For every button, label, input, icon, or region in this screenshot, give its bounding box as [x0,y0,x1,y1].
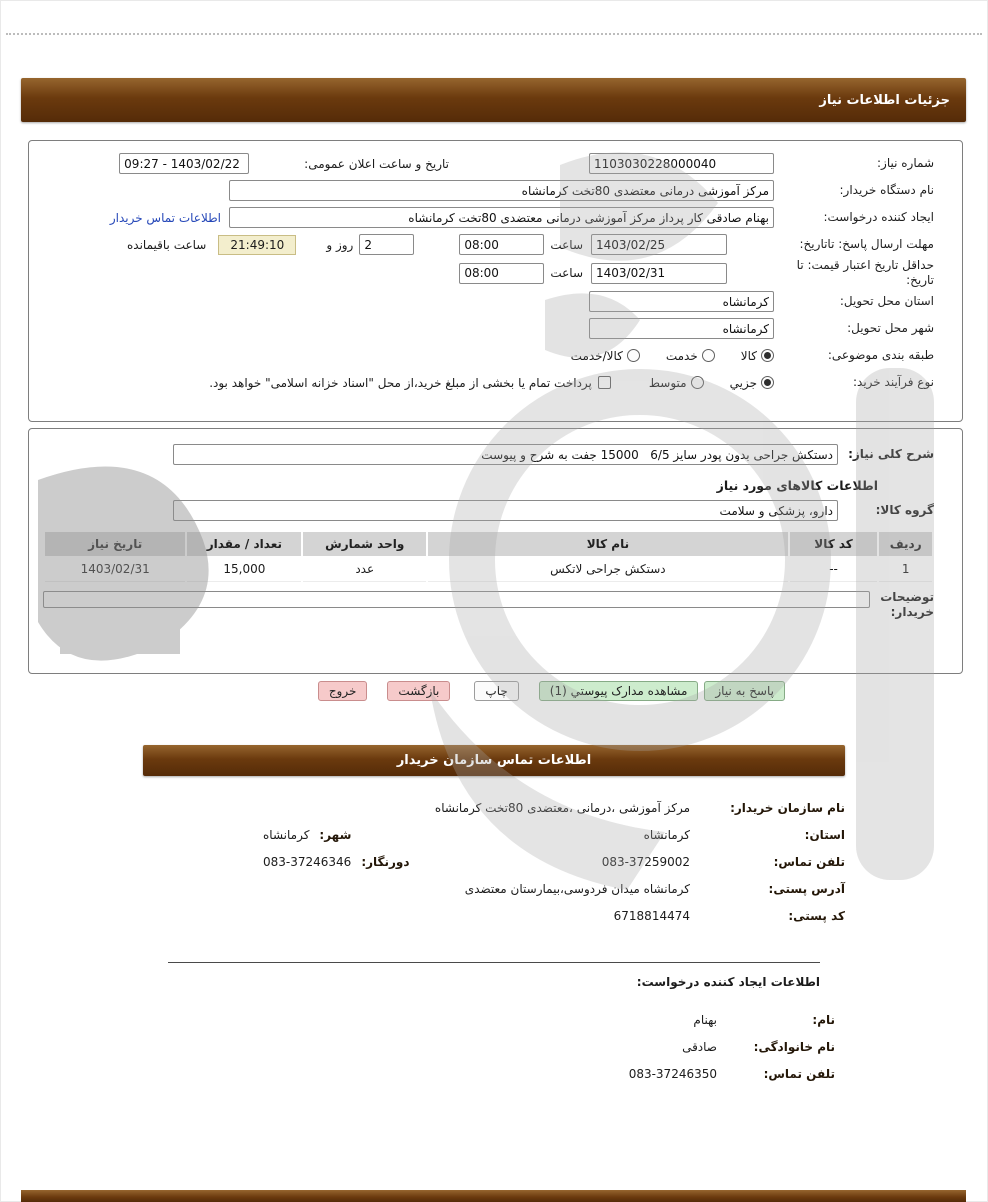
creator-firstname-value: بهنام [693,1012,717,1027]
radio-goods-service[interactable] [627,349,640,362]
goods-table [43,532,934,582]
announce-input[interactable] [119,153,249,174]
goods-section-title: اطلاعات کالاهای مورد نیاز [716,478,878,493]
need-details-panel [28,140,963,422]
contact-section [143,799,845,934]
delivery-province-row [41,288,934,315]
treasury-checkbox[interactable] [598,376,611,389]
table-row [45,556,932,582]
days-label: روز و [326,237,354,252]
radio-service-label: خدمت [665,348,698,363]
creator-firstname-row [145,1011,835,1028]
footer-bar [21,1190,966,1202]
goods-group-row [43,497,934,524]
creator-firstname-label: نام: [812,1012,835,1027]
delivery-city-label: شهر محل تحویل: [847,321,934,335]
contact-postal-label: کد پستی: [788,909,845,923]
request-creator-label: ایجاد کننده درخواست: [823,210,934,224]
price-validity-label: حداقل تاریخ اعتبار قیمت: تا تاریخ: [796,258,934,287]
cell-need-date: 1403/02/31 [45,556,185,582]
cell-unit: عدد [303,556,426,582]
buyer-notes-input[interactable] [43,591,870,608]
contact-phone-value: 083-37259002 [601,855,690,869]
price-validity-time-input[interactable] [459,263,544,284]
contact-phone-label: تلفن تماس: [773,855,845,869]
process-type-row [41,369,934,396]
section-divider [168,962,820,963]
goods-group-label: گروه کالا: [875,503,934,517]
cell-item-name: دستکش جراحی لاتکس [428,556,788,582]
cell-item-code: -- [790,556,878,582]
category-label: طبقه بندی موضوعی: [827,348,934,362]
category-row [41,342,934,369]
creator-section [145,975,835,1092]
reply-deadline-label: مهلت ارسال پاسخ: تاتاریخ: [799,237,934,251]
request-creator-row [41,204,934,231]
buyer-notes-row [43,590,934,620]
buyer-org-label: نام دستگاه خریدار: [839,183,934,197]
reply-deadline-row [41,231,934,258]
process-type-label: نوع فرآیند خرید: [853,375,934,389]
need-number-label: شماره نیاز: [877,156,934,170]
deadline-time-input[interactable] [459,234,544,255]
radio-medium-label: متوسط [648,375,687,390]
need-description-label: شرح کلی نیاز: [848,447,934,461]
contact-title: اطلاعات تماس سازمان خریدار [396,753,592,768]
creator-lastname-label: نام خانوادگی: [753,1039,835,1054]
delivery-province-label: استان محل تحویل: [839,294,934,308]
contact-org-label: نام سازمان خریدار: [730,801,845,815]
col-row-number: ردیف [879,532,932,556]
contact-postal-row [143,907,845,925]
contact-city-label: شهر: [319,828,352,842]
need-description-input[interactable] [173,444,838,465]
creator-section-title: اطلاعات ایجاد کننده درخواست: [636,975,820,989]
radio-goods[interactable] [761,349,774,362]
contact-phone-fax-row [143,853,845,871]
treasury-checkbox-label: پرداخت تمام یا بخشی از مبلغ خرید،از محل "اسناد خزانه اسلامی" خواهد بود. [209,375,592,390]
goods-table-header-row [45,532,932,556]
top-separator [6,33,982,35]
request-creator-input[interactable] [229,207,774,228]
cell-quantity: 15,000 [187,556,301,582]
col-need-date: تاریخ نیاز [45,532,185,556]
contact-address-value: کرمانشاه میدان فردوسی،بیمارستان معتضدی [464,882,690,896]
creator-phone-label: تلفن تماس: [763,1066,835,1081]
radio-minor-label: جزيي [729,375,757,390]
contact-org-row [143,799,845,817]
buyer-notes-label: توضیحات خریدار: [880,590,934,619]
cell-row-number: 1 [879,556,932,582]
contact-fax-value: 083-37246346 [263,855,352,869]
radio-goods-service-label: کالا/خدمت [570,348,623,363]
creator-phone-row [145,1065,835,1082]
deadline-hour-label: ساعت [550,237,583,252]
action-buttons [318,681,785,701]
delivery-city-row [41,315,934,342]
contact-postal-value: 6718814474 [613,909,690,923]
creator-lastname-value: صادقی [682,1039,717,1054]
contact-province-value: کرمانشاه [643,828,690,842]
radio-service[interactable] [702,349,715,362]
creator-phone-value: 083-37246350 [628,1066,717,1081]
buyer-org-row [41,177,934,204]
view-docs-button[interactable]: مشاهده مدارک پیوستي (1) [539,681,699,701]
deadline-date-input[interactable] [591,234,727,255]
contact-address-row [143,880,845,898]
remaining-days-input[interactable] [359,234,414,255]
radio-medium[interactable] [691,376,704,389]
goods-panel [28,428,963,674]
exit-button[interactable]: خروج [318,681,368,701]
col-unit: واحد شمارش [303,532,426,556]
need-number-row [41,150,934,177]
announce-label: تاریخ و ساعت اعلان عمومی: [304,156,449,171]
col-item-code: کد کالا [790,532,878,556]
contact-fax-label: دورنگار: [361,855,410,869]
contact-address-label: آدرس پستی: [768,882,845,896]
print-button[interactable]: چاپ [474,681,518,701]
buyer-contact-link[interactable]: اطلاعات تماس خریدار [109,210,221,225]
page-title-bar [21,78,966,122]
contact-province-city-row [143,826,845,844]
reply-button[interactable]: پاسخ به نیاز [704,681,785,701]
contact-province-label: استان: [804,828,845,842]
col-item-name: نام کالا [428,532,788,556]
back-button[interactable]: بازگشت [387,681,450,701]
price-validity-row [41,258,934,288]
contact-org-value: مرکز آموزشی ،درمانی ،معتضدی 80تخت کرمانشاه [434,801,690,815]
creator-lastname-row [145,1038,835,1055]
delivery-province-input[interactable] [589,291,774,312]
price-validity-hour-label: ساعت [550,266,583,280]
radio-minor[interactable] [761,376,774,389]
radio-goods-label: کالا [740,348,757,363]
page-title: جزئیات اطلاعات نیاز [819,92,950,108]
contact-title-bar [143,745,845,776]
remaining-time-badge: 21:49:10 [218,235,296,255]
buyer-org-input[interactable] [229,180,774,201]
need-description-row [43,441,934,468]
goods-group-input[interactable] [173,500,838,521]
col-quantity: تعداد / مقدار [187,532,301,556]
need-number-input[interactable] [589,153,774,174]
delivery-city-input[interactable] [589,318,774,339]
remaining-time-label: ساعت باقیمانده [127,237,207,252]
contact-city-value: کرمانشاه [263,828,310,842]
price-validity-date-input[interactable] [591,263,727,284]
